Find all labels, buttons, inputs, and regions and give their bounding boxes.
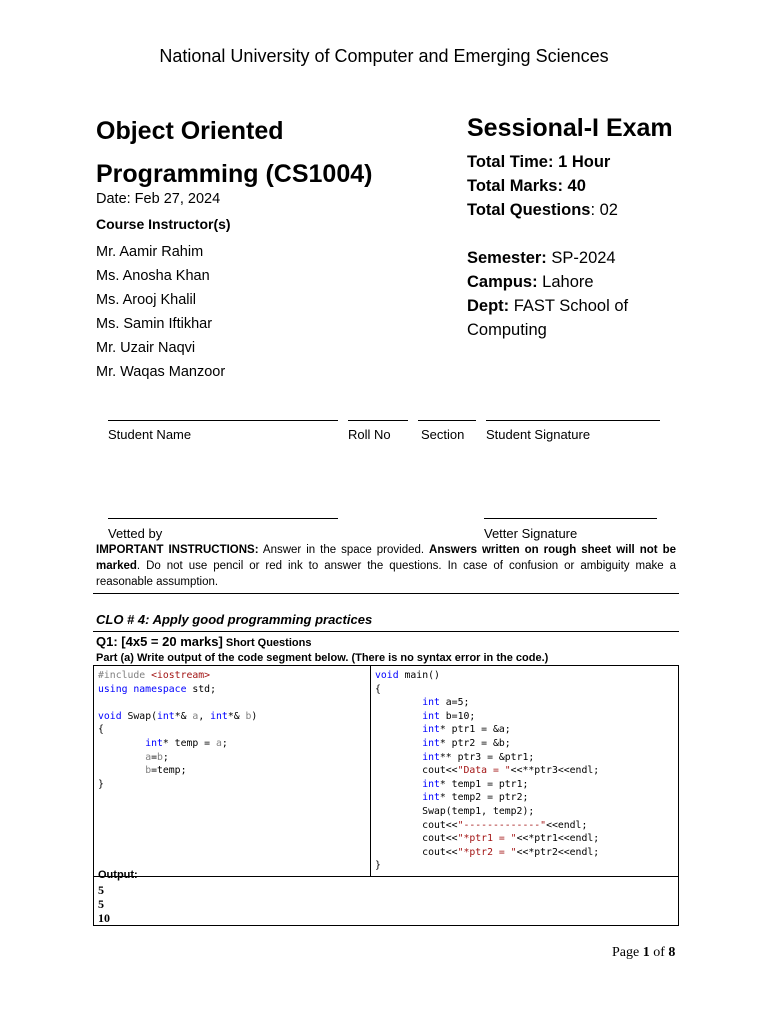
roll-no-line[interactable] bbox=[348, 420, 408, 421]
student-name-line[interactable] bbox=[108, 420, 338, 421]
total-questions: Total Questions: 02 bbox=[467, 201, 618, 219]
vetter-signature-line[interactable] bbox=[484, 518, 657, 519]
code-line: cout<<"Data = "<<**ptr3<<endl; bbox=[375, 765, 600, 777]
total-marks: Total Marks: 40 bbox=[467, 177, 586, 195]
course-title-line1: Object Oriented bbox=[96, 117, 284, 145]
roll-no-label: Roll No bbox=[348, 427, 391, 442]
code-line: int* temp = a; bbox=[145, 737, 228, 749]
page-number: Page 1 of 8 bbox=[612, 945, 676, 960]
code-line: int* ptr1 = &a; bbox=[422, 724, 511, 736]
section-label: Section bbox=[421, 427, 465, 442]
instructor-heading: Course Instructor(s) bbox=[96, 216, 231, 232]
instructor-name: Ms. Arooj Khalil bbox=[96, 292, 196, 308]
university-name: National University of Computer and Emerging Sciences bbox=[159, 46, 609, 66]
divider bbox=[93, 593, 679, 594]
part-a-heading: Part (a) Write output of the code segment below. (There is no syntax error in the code.) bbox=[96, 652, 549, 664]
instructor-name: Mr. Aamir Rahim bbox=[96, 244, 204, 260]
code-line: void Swap(int*& a, int*& b) bbox=[98, 710, 258, 722]
clo-heading: CLO # 4: Apply good programming practices bbox=[96, 612, 373, 627]
student-name-label: Student Name bbox=[108, 427, 192, 442]
code-line: int** ptr3 = &ptr1; bbox=[422, 751, 535, 763]
course-title bbox=[96, 110, 416, 196]
output-label: Output: bbox=[98, 869, 138, 881]
important-instructions: IMPORTANT INSTRUCTIONS: Answer in the space provided. Answers written on rough sheet will not be marked. Do not use pencil or red ink to answer the questions. In case of confusion or ambiguity make a reasonable assumption. bbox=[96, 544, 676, 588]
code-line: } bbox=[98, 778, 104, 790]
total-time: Total Time: 1 Hour bbox=[467, 153, 611, 171]
code-line: int b=10; bbox=[422, 710, 476, 722]
exam-meta bbox=[467, 150, 628, 342]
instructor-name: Mr. Waqas Manzoor bbox=[96, 364, 226, 380]
code-line: int* temp2 = ptr2; bbox=[422, 792, 529, 804]
code-table bbox=[93, 665, 679, 877]
code-line: int a=5; bbox=[422, 697, 470, 709]
code-line: using namespace std; bbox=[98, 683, 216, 695]
section-line[interactable] bbox=[418, 420, 476, 421]
code-line: cout<<"*ptr1 = "<<*ptr1<<endl; bbox=[375, 833, 600, 845]
vetted-by-line[interactable] bbox=[108, 518, 338, 519]
output-value: 5 bbox=[98, 897, 104, 911]
output-box[interactable] bbox=[93, 867, 679, 926]
department: Dept: FAST School of bbox=[467, 297, 629, 315]
code-line: { bbox=[98, 724, 104, 736]
q1-heading: Q1: [4x5 = 20 marks] Short Questions bbox=[96, 634, 312, 649]
vetted-by-label: Vetted by bbox=[108, 526, 163, 541]
instructor-name: Mr. Uzair Naqvi bbox=[96, 340, 196, 356]
code-line: { bbox=[375, 683, 381, 695]
instructor-name: Ms. Samin Iftikhar bbox=[96, 316, 213, 332]
semester: Semester: SP-2024 bbox=[467, 249, 616, 267]
output-value: 10 bbox=[98, 911, 110, 925]
code-line: #include <iostream> bbox=[98, 670, 211, 681]
student-signature-line[interactable] bbox=[486, 420, 660, 421]
campus: Campus: Lahore bbox=[467, 273, 594, 291]
code-line: int* ptr2 = &b; bbox=[422, 737, 511, 749]
code-line: a=b; bbox=[145, 751, 169, 763]
code-line: int* temp1 = ptr1; bbox=[422, 778, 529, 790]
code-line: Swap(temp1, temp2); bbox=[375, 805, 535, 817]
vetter-signature-label: Vetter Signature bbox=[484, 526, 578, 541]
code-line: cout<<"-------------"<<endl; bbox=[375, 819, 588, 831]
student-signature-label: Student Signature bbox=[486, 427, 591, 442]
department-cont: Computing bbox=[467, 321, 547, 339]
output-value: 5 bbox=[98, 883, 104, 897]
exam-date: Date: Feb 27, 2024 bbox=[96, 191, 221, 207]
code-line: b=temp; bbox=[145, 765, 187, 777]
code-right-column bbox=[371, 666, 679, 877]
code-line: } bbox=[375, 860, 381, 872]
course-title-line2: Programming (CS1004) bbox=[96, 160, 373, 188]
divider bbox=[93, 631, 679, 632]
code-line: cout<<"*ptr2 = "<<*ptr2<<endl; bbox=[375, 846, 600, 858]
code-line: void main() bbox=[375, 670, 440, 681]
code-left-column bbox=[94, 666, 371, 877]
code-line bbox=[98, 696, 366, 710]
exam-title: Sessional-I Exam bbox=[467, 114, 673, 142]
instructor-list bbox=[96, 240, 225, 384]
instructor-name: Ms. Anosha Khan bbox=[96, 268, 210, 284]
